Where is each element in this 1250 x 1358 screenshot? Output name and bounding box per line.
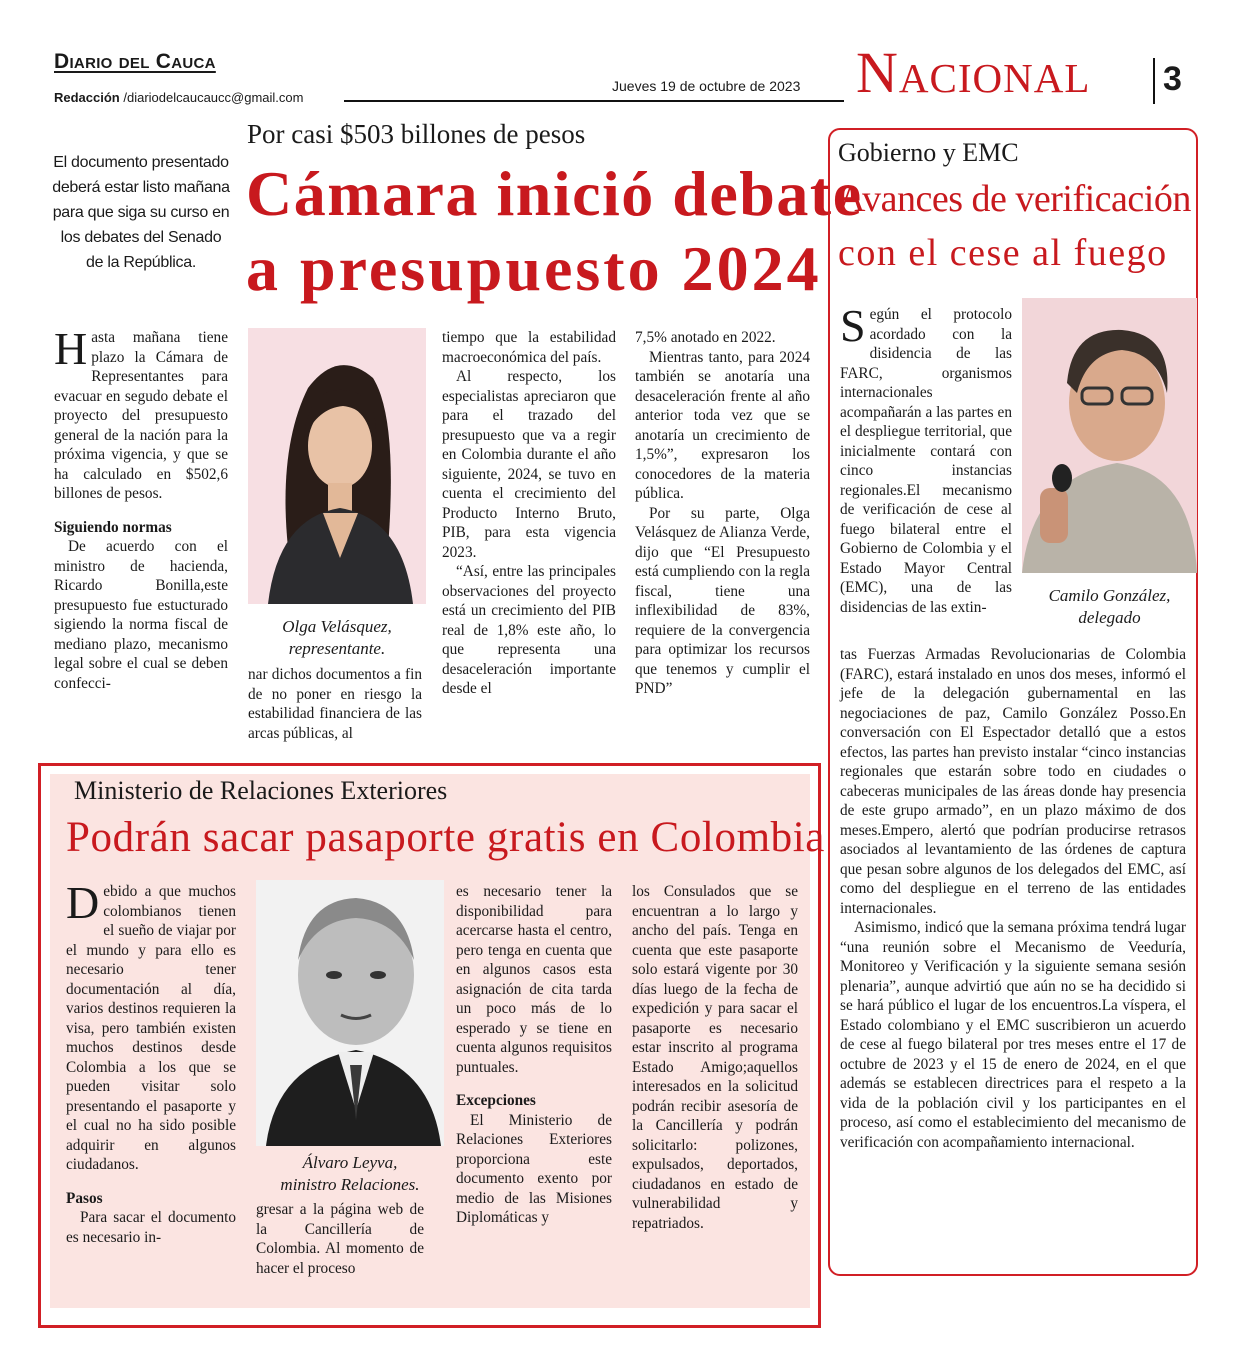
main-lead: El documento presentado deberá estar listo mañana para que siga su curso en los debates del Senado de la República. [52,154,230,271]
main-col4-paragraph-3: Por su parte, Olga Velásquez de Alianza Verde, dijo que “El Presupuesto está cumpliendo con la regla fiscal, tiene una inflexibilidad de 83%, requiere de la convergencia para optimizar los recursos que tenemos y cumplir el PND” [635,504,810,697]
section-divider [1153,58,1155,104]
bottom-subhead-pasos: Pasos [66,1189,103,1207]
olga-velasquez-photo [248,328,426,604]
bottom-column-4-text: los Consulados que se encuentran a lo largo y ancho del país. Tenga en cuenta que este pasaporte solo estará vigente por 30 días luego de la fecha de expedición y para sacar el pasaporte es necesario estar inscrito al programa Estado Amigo;aquellos interesados en la solicitud podrán recibir asesoría de la Cancillería y podrán solicitarlo: polizones, expulsados, deportados, ciudadanos en estado de vulnerabilidad y repatriados. [632,883,798,1232]
alvaro-caption [256,1152,444,1196]
bottom-headline: Podrán sacar pasaporte gratis en Colombia [66,814,825,861]
portrait-man-icon [1022,298,1197,573]
main-col3-paragraph-1: tiempo que la estabilidad macroeconómica del país. [442,329,616,366]
main-headline-line1: Cámara inició debate [246,158,863,229]
bottom-column-2 [256,1200,424,1278]
main-col4-paragraph-1: 7,5% anotado en 2022. [635,329,776,346]
side-dropcap: S [840,300,866,351]
side-headline-line1: Avances de verificación [838,178,1191,220]
bottom-column-1 [66,877,236,1247]
side-column-wide [840,645,1186,1152]
side-paragraph-1-narrow: egún el protocolo acordado con la disidencia de las FARC, organismos internacionales acompañarán a las partes en el despliegue territorial, que inicialmente contará con cinco instancias regionales.El mecanismo de verificación de cese al fuego bilateral entre el Gobierno de Colombia y el Estado Mayor Central (EMC), una de las disidencias de las extin- [840,306,1012,616]
side-headline-line2: con el cese al fuego [838,232,1168,274]
portrait-woman-icon [248,328,426,604]
bottom-column-3 [456,882,612,1228]
bottom-paragraph-2: Para sacar el documento es necesario in- [66,1209,236,1246]
main-kicker: Por casi $503 billones de pesos [247,119,586,149]
main-col3-paragraph-2: Al respecto, los especialistas apreciaron que para el trazado del presupuesto que va a regir en Colombia durante el año siguiente, 2024, se tuvo en cuenta el crecimiento del Producto Interno Bruto, PIB, para esta vigencia 2023. [442,368,616,561]
bottom-col3-paragraph-1: es necesario tener la disponibilidad para acercarse hasta el centro, pero tenga en cuenta que en algunos casos esta asignación de cita tarda un poco más de lo esperado y se tiene en cuenta algunos requisitos puntuales. [456,883,612,1076]
camilo-caption-name: Camilo González, [1048,586,1171,605]
main-paragraph-1: asta mañana tiene plazo la Cámara de Representantes para evacuar en segudo debate el proyecto del presupuesto general de la nación para la próxima vigencia, y que se ha calculado en $502,6 billones de pesos. [54,329,228,502]
olga-caption [248,616,426,660]
main-dropcap: H [54,323,88,374]
side-kicker: Gobierno y EMC [838,138,1019,167]
camilo-caption-role: delegado [1078,608,1141,627]
header-rule [344,100,844,102]
camilo-gonzalez-photo [1022,298,1197,573]
main-column-3 [442,328,616,699]
olga-caption-role: representante. [288,639,386,658]
main-subhead: Siguiendo normas [54,518,172,536]
side-column-narrow [840,300,1012,617]
issue-date: Jueves 19 de octubre de 2023 [612,78,801,94]
camilo-caption [1022,585,1197,629]
main-col3-paragraph-3: “Así, entre las principales observaciones del proyecto está un crecimiento del PIB real de 1,8% este año, lo que representa una desaceleración importante desde el [442,563,616,697]
bottom-dropcap: D [66,877,100,928]
newspaper-name: Diario del Cauca [54,50,216,73]
side-paragraph-2: Asimismo, indicó que la semana próxima tendrá lugar “una reunión sobre el Mecanismo de Veeduría, Monitoreo y Verificación y la siguiente semana sesión plenaria”, aunque advirtió que aún no se ha decidido si se hará público el lugar de los encuentros.La víspera, el Estado colombiano y el EMC suscribieron un acuerdo de cese al fuego bilateral por tres meses entre el 17 de octubre de 2023 y el 15 de enero de 2024, en el que además se establecen directrices para el respeto a la vida de la población civil y los participantes en el proceso, así como el establecimiento del mecanismo de verificación con acompañamiento internacional. [840,919,1186,1151]
main-column-2 [248,665,422,743]
section-name: Nacional [856,40,1091,105]
bottom-column-2-text: gresar a la página web de la Cancillería de Colombia. Al momento de hacer el proceso [256,1201,424,1277]
contact-label: Redacción [54,90,120,105]
main-column-2-text: nar dichos documentos a fin de no poner en riesgo la estabilidad financiera de las arcas públicas, al [248,666,422,742]
portrait-man-bw-icon [256,880,444,1146]
main-paragraph-2: De acuerdo con el ministro de hacienda, Ricardo Bonilla,este presupuesto fue estucturado sigiendo la norma fiscal de mediano plazo, mecanismo legal sobre el cual se deben confecci- [54,538,228,692]
bottom-col3-paragraph-2: El Ministerio de Relaciones Exteriores proporciona este documento exento por medio de las Misiones Diplomáticas y [456,1111,612,1226]
newsroom-contact [54,90,303,105]
page-number: 3 [1163,60,1182,98]
bottom-subhead-excepciones: Excepciones [456,1092,536,1109]
alvaro-caption-name: Álvaro Leyva, [302,1153,398,1172]
olga-caption-name: Olga Velásquez, [282,617,392,636]
alvaro-leyva-photo [256,880,444,1146]
main-column-4 [635,328,810,699]
side-paragraph-1-wide: tas Fuerzas Armadas Revolucionarias de Colombia (FARC), estará instalado en unos dos meses, informó el jefe de la delegación gubernamental en las negociaciones de paz, Camilo González Posso.En conversación con El Espectador detalló que a estos efectos, las partes han previsto instalar “cinco instancias regionales que estarán sobre todo en ciudades o cabeceras municipales de las áreas donde hay presencia de este grupo armado”, en un plazo máximo de dos meses.Empero, alertó que podrían producirse retrasos asociados al levantamiento de las órdenes de captura que pesan sobre algunos de los delegados del EMC, así como del despliegue en el terreno de las entidades internacionales. [840,646,1186,917]
bottom-paragraph-1: ebido a que muchos colombianos tienen el sueño de viajar por el mundo y para ello es necesario tener documentación al día, varios destinos requieren la visa, pero también existen muchos destinos desde Colombia a los que se pueden visitar solo presentando el pasaporte y el cual no ha sido posible adquirir en algunos ciudadanos. [66,883,236,1173]
bottom-column-4 [632,882,798,1233]
alvaro-caption-role: ministro Relaciones. [280,1175,420,1194]
contact-email: /diariodelcaucaucc@gmail.com [119,90,304,105]
main-headline-line2: a presupuesto 2024 [246,233,822,304]
bottom-kicker: Ministerio de Relaciones Exteriores [74,776,448,805]
main-column-1 [54,323,228,693]
main-col4-paragraph-2: Mientras tanto, para 2024 también se anotaría una desaceleración frente al año anterior toda vez que se anotaría un crecimiento de 1,5%”, expresaron los conocedores de la materia pública. [635,348,810,502]
